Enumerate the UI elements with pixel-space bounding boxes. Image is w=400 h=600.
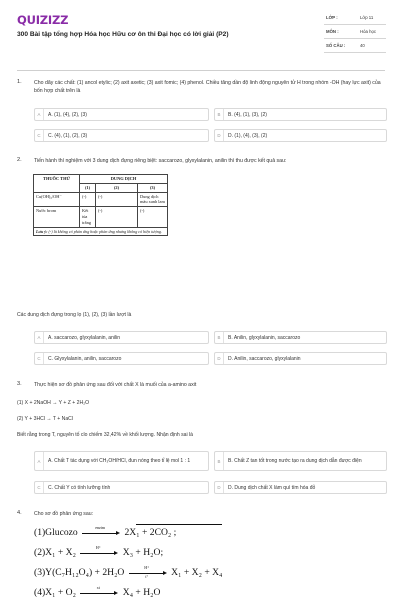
arrow-condition: H⁺ [144,565,150,571]
table-cell: (-) [96,192,138,207]
equation-right: 2X₁ + 2CO₂ ; [124,527,177,538]
arrow-condition: H⁺ [95,545,101,551]
reaction-line: (1) X + 2NaOH → Y + Z + 2H₂O [17,400,90,406]
option-text: B. Anilin, glyxylalanin, saccarozo [228,334,301,341]
question-number: 2. [17,157,22,163]
option-a[interactable] [34,108,209,121]
table-col-header: (1) [80,183,96,192]
quizizz-logo: QUIZIZZ [17,13,69,27]
meta-label: MÔN : [326,29,339,34]
table-cell: (-) [138,207,168,227]
equation-2 [34,547,163,558]
option-letter: C [35,130,44,141]
arrow-condition: xt [96,585,100,591]
table-row [34,192,168,207]
option-letter: B [215,332,224,343]
equation-left: (4)X₁ + O₂ [34,587,76,598]
header-divider [17,70,385,71]
table-cell: Dung dịch màu xanh lam [138,192,168,207]
reaction-arrow-icon [80,545,118,557]
arrow-condition: enzim [95,525,105,531]
option-letter: D [215,482,224,493]
reaction-arrow-icon [82,525,120,537]
table-col-header: (2) [96,183,138,192]
table-note-text: (-) là không có phản ứng hoặc phản ứng nhưng không có hiện tượng. [48,228,162,234]
option-text: C. (4), (1), (2), (3) [48,132,88,139]
option-text: C. Chất Y có tính lưỡng tính [48,484,111,491]
question-number: 3. [17,381,22,387]
option-letter: D [215,130,224,141]
option-letter: A [35,109,44,120]
reaction-arrow-icon [129,565,167,580]
option-text: A. saccarozo, glyxylalanin, anilin [48,334,120,341]
meta-row-grade [324,11,386,25]
option-d[interactable] [214,352,387,365]
option-text: A. (1), (4), (2), (3) [48,111,87,118]
equation-left: (1)Glucozo [34,527,78,538]
table-corner: THUỐC THỬ [34,175,80,193]
option-d[interactable] [214,129,387,142]
option-text: D. Anilin, saccarozo, glyxylalanin [228,355,301,362]
option-letter: C [35,482,44,493]
option-letter: B [215,109,224,120]
header [0,0,400,64]
meta-value: Lớp 11 [360,15,374,20]
table-group-header: DUNG DỊCH [80,175,168,184]
option-text: C. Glyxylalanin, anilin, saccarozo [48,355,122,362]
question-text: Cho sơ đồ phản ứng sau: [34,511,94,517]
option-c[interactable] [34,129,209,142]
table-cell: Kết tủa trắng [80,207,96,227]
results-table [33,174,168,236]
equation-right: X₁ + X₂ + X₄ [171,567,223,578]
option-text: D. Dung dịch chất X làm quì tím hóa đỏ [228,484,316,491]
question-number: 4. [17,510,22,516]
meta-info [324,11,386,53]
option-a[interactable] [34,451,209,471]
option-letter: B [215,452,224,470]
option-b[interactable] [214,108,387,121]
option-d[interactable] [214,481,387,494]
table-cell: Nước brom [34,207,80,227]
option-b[interactable] [214,451,387,471]
option-c[interactable] [34,481,209,494]
option-text: A. Chất T tác dụng với CH₃OH/HCl, đun nóng theo tỉ lệ mol 1 : 1 [48,458,191,464]
meta-value: 40 [360,43,365,48]
meta-value: Hóa học [360,29,377,34]
reaction-arrow-icon [80,585,118,597]
question-condition: Biết rằng trong T, nguyên tố clo chiếm 32,42% về khối lượng. Nhận định sai là [17,432,193,438]
meta-row-count [324,39,386,53]
table-col-header: (3) [138,183,168,192]
option-letter: A [35,332,44,343]
table-note-label: Lưu ý: [36,228,48,234]
option-b[interactable] [214,331,387,344]
option-c[interactable] [34,352,209,365]
reaction-line: (2) Y + 3HCl → T + NaCl [17,416,73,422]
page-title: 300 Bài tập tổng hợp Hóa học Hữu cơ ôn thi Đại học có lời giải (P2) [17,31,229,38]
option-text: B. (4), (1), (3), (2) [228,111,267,118]
option-text: D. (1), (4), (3), (2) [228,132,268,139]
meta-label: LỚP : [326,15,338,20]
table-cell: Cu(OH)₂/OH⁻ [34,192,80,207]
overline [136,524,222,525]
question-number: 1. [17,79,22,85]
equation-left: (3)Y(C₇H₁₂O₄) + 2H₂O [34,567,125,578]
meta-label: SỐ CÂU : [326,43,346,48]
option-letter: A [35,452,44,470]
equation-3 [34,567,222,578]
table-cell: (-) [80,192,96,207]
option-letter: D [215,353,224,364]
equation-right: X₄ + H₂O [122,587,161,598]
table-row [34,207,168,227]
question-text: Tiến hành thí nghiệm với 3 dung dịch đựng riêng biệt: saccarozo, glyxylalanin, anilin thì thu được kết quả sau: [34,158,287,164]
equation-right: X₃ + H₂O; [122,547,164,558]
equation-4 [34,587,160,598]
meta-row-subject [324,25,386,39]
table-cell: (-) [96,207,138,227]
question-followup: Các dung dịch đựng trong lọ (1), (2), (3) lần lượt là [17,312,132,318]
option-text: B. Chất Z tan tốt trong nước tạo ra dung dịch dẫn được điện [228,458,362,464]
equation-left: (2)X₁ + X₂ [34,547,76,558]
equation-1 [34,527,176,538]
arrow-condition: t° [145,574,149,580]
table-note [34,227,168,236]
question-text: Thực hiện sơ đồ phản ứng sau đối với chất X là muối của a-amino axit [34,382,197,388]
option-a[interactable] [34,331,209,344]
option-letter: C [35,353,44,364]
question-text: Cho dãy các chất: (1) ancol etylic; (2) axit axetic; (3) axit fomic; (4) phenol. Chiều tăng dần độ linh động nguyên tử H trong nhóm -OH (hay lực axit) của bốn hợp chất trên là [34,80,381,94]
